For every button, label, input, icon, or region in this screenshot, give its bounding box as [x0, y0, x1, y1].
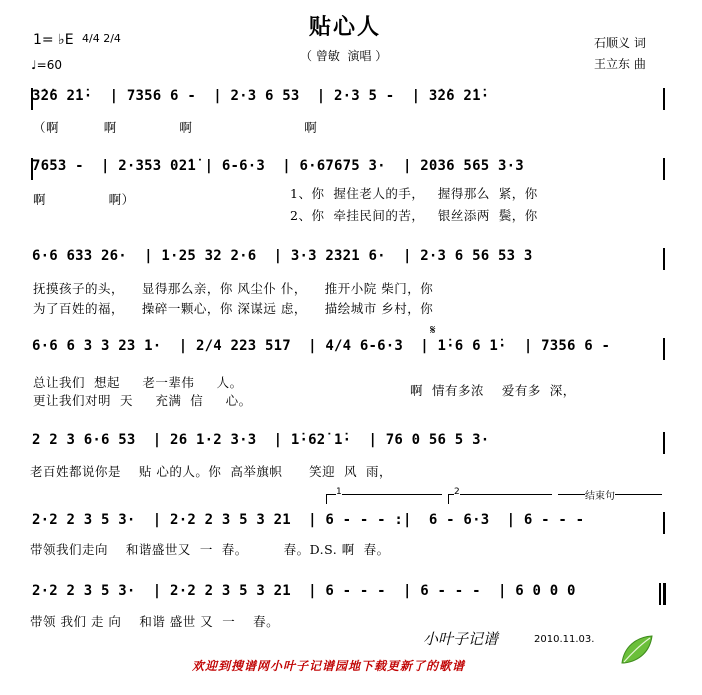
composer-credit: 王立东 曲 — [594, 57, 646, 71]
final-barline — [659, 583, 661, 605]
volta-label-1: 1 — [336, 487, 342, 497]
footer-notice: 欢迎到搜谱网小叶子记谱园地下载更新了的歌谱 — [192, 659, 466, 673]
volta-bracket-edge — [448, 494, 449, 504]
score-row-2-notes: 7653 - | 2·353 02̇1̇ | 6-6·3 | 6·67675 3· | 2036 565 3·3 — [32, 158, 524, 174]
score-row-5-notes: 2 2 3 6·6 53 | 26 1·2 3·3 | 1̇·62̇ 1̇· | 76 0 56 5 3· — [32, 432, 490, 448]
segno-icon: 𝄋 — [430, 323, 436, 338]
score-row-2-verse-2: 2、你 牵挂民间的苦， 银丝添两 鬓，你 — [290, 208, 538, 223]
score-row-6-lyric: 带领我们走向 和谐盛世又 一 春。 春。D.S. 啊 春。 — [30, 542, 390, 557]
barline — [31, 88, 33, 110]
score-row-4-refrain: 啊 情有多浓 爱有多 深， — [410, 383, 576, 398]
transcription-date: 2010.11.03. — [534, 634, 595, 645]
song-subtitle: （ 曾敏 演唱 ） — [300, 49, 388, 63]
barline — [663, 338, 665, 360]
score-row-1-notes: 3̇2̇6 2̇1̇· | 7356 6 - | 2·3 6 53 | 2·3 5 - | 3̇2̇6 2̇1̇· — [32, 88, 490, 104]
score-row-2-lyric-1: 啊 啊） — [33, 192, 135, 207]
score-row-7-notes: 2·2 2 3 5 3· | 2·2 2 3 5 3 21 | 6 - - - | 6 - - - | 6 0 0 0 — [32, 583, 576, 599]
lyricist-credit: 石顺义 词 — [594, 36, 646, 50]
volta-bracket-edge — [326, 494, 327, 504]
barline — [663, 158, 665, 180]
score-row-4-notes: 6·6 6 3 3 23 1· | 2/4 223 517 | 4/4 6-6·3 | 1̇·6 6 1̇· | 7356 6 - — [32, 338, 611, 354]
key-signature: 1= ♭E — [33, 32, 74, 48]
barline — [663, 248, 665, 270]
volta-bracket-1 — [326, 494, 442, 495]
score-row-5-lyric: 老百姓都说你是 贴 心的人。你 高举旗帜 笑迎 风 雨， — [30, 464, 393, 479]
score-row-7-lyric: 带领 我们 走 向 和谐 盛世 又 一 春。 — [30, 614, 280, 629]
time-signature: 4/4 2/4 — [82, 32, 121, 45]
score-row-3-lyric-1: 抚摸孩子的头， 显得那么亲，你 风尘仆 仆， 推开小院 柴门，你 — [33, 281, 434, 296]
score-row-4-lyric-2: 更让我们对明 天 充满 信 心。 — [33, 393, 252, 408]
score-row-3-lyric-2: 为了百姓的福， 操碎一颗心，你 深谋远 虑， 描绘城市 乡村，你 — [33, 301, 434, 316]
score-row-1-lyric: （啊 啊 啊 啊 — [33, 120, 318, 135]
barline — [663, 512, 665, 534]
barline — [663, 432, 665, 454]
tempo-marking: ♩=60 — [31, 58, 62, 72]
volta-bracket-2 — [448, 494, 552, 495]
score-row-6-notes: 2·2 2 3 5 3· | 2·2 2 3 5 3 21 | 6 - - - :| 6 - 6·3 | 6 - - - — [32, 512, 585, 528]
transcriber-signature: 小叶子记谱 — [423, 632, 499, 648]
score-row-2-verse-1: 1、你 握住老人的手， 握得那么 紧，你 — [290, 186, 538, 201]
barline — [663, 88, 665, 110]
score-row-3-notes: 6·6 633 26· | 1·25 32 2·6 | 3·3 2321 6· | 2·3 6 56 53 3 — [32, 248, 533, 264]
final-barline-thick — [663, 583, 666, 605]
volta-label-2: 2 — [454, 487, 460, 497]
score-row-4-lyric-1: 总让我们 想起 老一辈伟 人。 — [33, 375, 243, 390]
song-title: 贴心人 — [309, 15, 382, 40]
leaf-icon — [608, 614, 656, 671]
coda-label: 结束句 — [585, 487, 615, 502]
barline — [31, 158, 33, 180]
